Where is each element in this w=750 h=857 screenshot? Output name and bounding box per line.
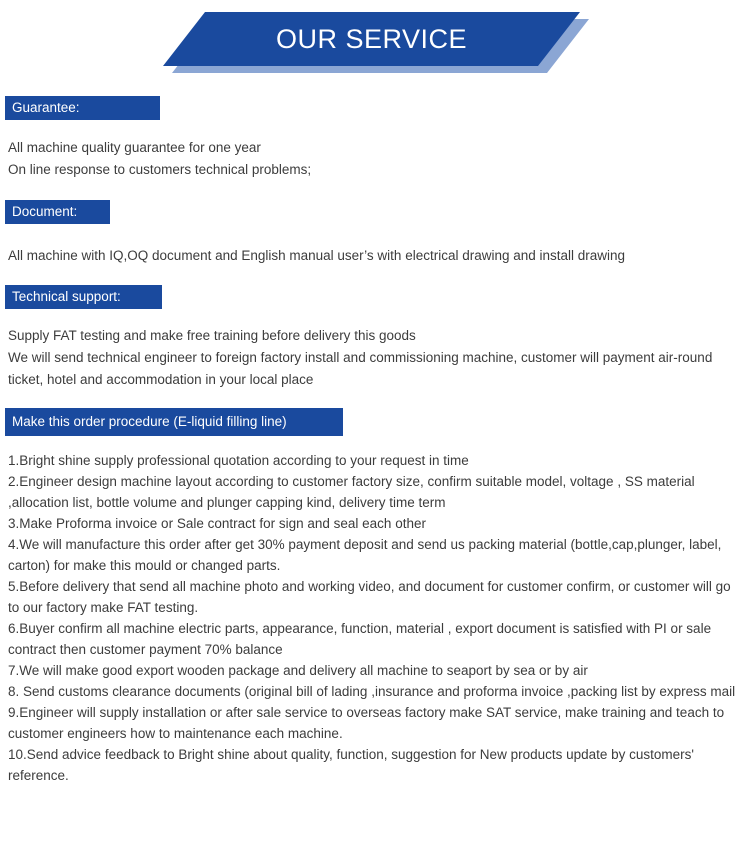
procedure-item: 10.Send advice feedback to Bright shine about quality, function, suggestion for New products update by customers' reference.: [8, 747, 694, 783]
guarantee-paragraph: [8, 137, 742, 181]
technical-support-paragraph: [8, 325, 742, 391]
document-line: All machine with IQ,OQ document and English manual user’s with electrical drawing and install drawing: [8, 248, 626, 263]
section-header-document: Document:: [5, 200, 110, 224]
procedure-item: 8. Send customs clearance documents (original bill of lading ,insurance and proforma invoice ,packing list by express mail: [8, 684, 736, 699]
section-header-guarantee: Guarantee:: [5, 96, 160, 120]
procedure-item: 3.Make Proforma invoice or Sale contract for sign and seal each other: [8, 516, 426, 531]
procedure-item: 5.Before delivery that send all machine photo and working video, and document for customer confirm, or customer will go to our factory make FAT testing.: [8, 579, 731, 615]
banner-title: OUR SERVICE: [275, 23, 468, 54]
service-banner: [0, 0, 750, 80]
section-header-technical-support: Technical support:: [5, 285, 162, 309]
procedure-item: 7.We will make good export wooden package and delivery all machine to seaport by sea or by air: [8, 663, 588, 678]
technical-support-line: We will send technical engineer to foreign factory install and commissioning machine, customer will payment air-round ticket, hotel and accommodation in your local place: [8, 350, 713, 387]
procedure-item: 4.We will manufacture this order after get 30% payment deposit and send us packing material (bottle,cap,plunger, label, carton) for make this mould or changed parts.: [8, 537, 722, 573]
order-procedure-list: [8, 450, 742, 786]
procedure-item: 1.Bright shine supply professional quotation according to your request in time: [8, 453, 469, 468]
technical-support-line: Supply FAT testing and make free training before delivery this goods: [8, 328, 416, 343]
guarantee-line: On line response to customers technical problems;: [8, 162, 312, 177]
document-paragraph: [8, 245, 742, 267]
section-header-order-procedure: Make this order procedure (E-liquid filling line): [5, 408, 343, 436]
procedure-item: 2.Engineer design machine layout according to customer factory size, confirm suitable model, voltage , SS material ,allocation list, bottle volume and plunger capping kind, delivery time term: [8, 474, 695, 510]
procedure-item: 6.Buyer confirm all machine electric parts, appearance, function, material , export document is satisfied with PI or sale contract then customer payment 70% balance: [8, 621, 712, 657]
guarantee-line: All machine quality guarantee for one year: [8, 140, 261, 155]
procedure-item: 9.Engineer will supply installation or after sale service to overseas factory make SAT service, make training and teach to customer engineers how to maintenance each machine.: [8, 705, 725, 741]
